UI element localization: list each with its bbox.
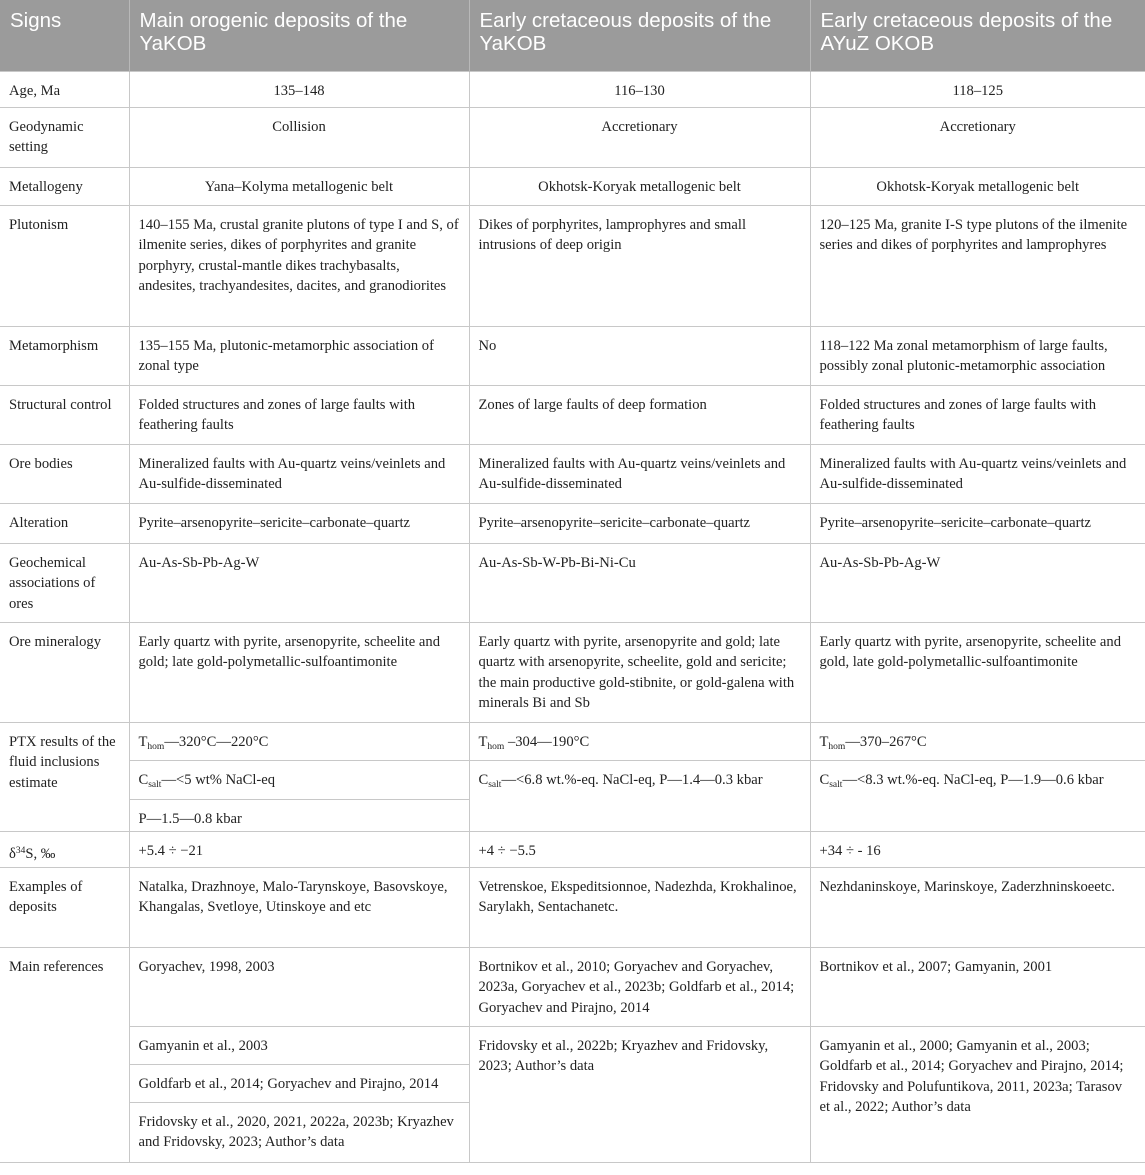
- cell-age-col2: 116–130: [469, 71, 810, 107]
- header-early-cretaceous-yakob: Early cretaceous deposits of the YaKOB: [469, 0, 810, 71]
- header-main-orogenic-yakob: Main orogenic deposits of the YaKOB: [129, 0, 469, 71]
- delta-symbol: δ: [9, 845, 16, 862]
- row-label-structural: Structural control: [0, 385, 129, 444]
- table-row: [0, 503, 1145, 543]
- cell-ore-bodies-col2: Mineralized faults with Au-quartz veins/veinlets and Au-sulfide-disseminated: [469, 444, 810, 503]
- header-early-cretaceous-ayuz-okob: Early cretaceous deposits of the AYuZ OKOB: [810, 0, 1145, 71]
- cell-alteration-col3: Pyrite–arsenopyrite–sericite–carbonate–quartz: [810, 503, 1145, 543]
- isotope-superscript: 34: [15, 845, 26, 856]
- cell-references-col1-a: Goryachev, 1998, 2003: [129, 947, 469, 1026]
- table-row: [0, 1026, 1145, 1064]
- table-row: [0, 326, 1145, 385]
- table-row: [0, 205, 1145, 326]
- t-subscript: hom: [828, 741, 846, 752]
- cell-ptx-temperature-col3: [810, 722, 1145, 760]
- cell-mineralogy-col3: Early quartz with pyrite, arsenopyrite, scheelite and gold, late gold-polymetallic-sulfoantimonite: [810, 622, 1145, 722]
- cell-geodynamic-col3: Accretionary: [810, 107, 1145, 167]
- cell-mineralogy-col2: Early quartz with pyrite, arsenopyrite and gold; late quartz with arsenopyrite, scheelite, gold and sericite; the main productive gold-stibnite, or gold-galena with minerals Bi and Sb: [469, 622, 810, 722]
- cell-metamorphism-col2: No: [469, 326, 810, 385]
- table-row: [0, 107, 1145, 167]
- cell-geochemical-col2: Au-As-Sb-W-Pb-Bi-Ni-Cu: [469, 543, 810, 622]
- cell-ptx-salinity-col3: [810, 760, 1145, 831]
- cell-ptx-temperature-col2: [469, 722, 810, 760]
- c-subscript: salt: [488, 779, 502, 790]
- cell-geochemical-col1: Au-As-Sb-Pb-Ag-W: [129, 543, 469, 622]
- row-label-metamorphism: Metamorphism: [0, 326, 129, 385]
- cell-ptx-salinity-col1: [129, 760, 469, 799]
- ptx-salinity-value: —<6.8 wt.%-eq. NaCl-eq, P—1.4—0.3 kbar: [501, 771, 763, 788]
- cell-ore-bodies-col3: Mineralized faults with Au-quartz veins/veinlets and Au-sulfide-disseminated: [810, 444, 1145, 503]
- cell-geodynamic-col2: Accretionary: [469, 107, 810, 167]
- table-row: [0, 167, 1145, 205]
- table-row: [0, 543, 1145, 622]
- cell-references-col1-c: Goldfarb et al., 2014; Goryachev and Pirajno, 2014: [129, 1064, 469, 1102]
- row-label-metallogeny: Metallogeny: [0, 167, 129, 205]
- cell-geochemical-col3: Au-As-Sb-Pb-Ag-W: [810, 543, 1145, 622]
- cell-examples-col1: Natalka, Drazhnoye, Malo-Tarynskoye, Basovskoye, Khangalas, Svetloye, Utinskoye and etc: [129, 867, 469, 947]
- row-label-plutonism: Plutonism: [0, 205, 129, 326]
- ptx-salinity-value: —<5 wt% NaCl-eq: [161, 771, 276, 788]
- row-label-sulfur-isotope: [0, 831, 129, 867]
- t-subscript: hom: [147, 741, 165, 752]
- table-row: [0, 947, 1145, 1026]
- row-label-references: Main references: [0, 947, 129, 1162]
- cell-ptx-salinity-col2: [469, 760, 810, 831]
- cell-references-col3-b: Gamyanin et al., 2000; Gamyanin et al., 2003; Goldfarb et al., 2014; Goryachev and Pirajno, 2014; Fridovsky and Polufuntikova, 2011, 2023a; Tarasov et al., 2022; Author’s data: [810, 1026, 1145, 1162]
- row-label-geochemical: Geochemical associations of ores: [0, 543, 129, 622]
- cell-references-col1-d: Fridovsky et al., 2020, 2021, 2022a, 2023b; Kryazhev and Fridovsky, 2023; Author’s data: [129, 1102, 469, 1162]
- cell-sulfur-col2: +4 ÷ −5.5: [469, 831, 810, 867]
- cell-alteration-col1: Pyrite–arsenopyrite–sericite–carbonate–quartz: [129, 503, 469, 543]
- header-signs: Signs: [0, 0, 129, 71]
- cell-sulfur-col1: +5.4 ÷ −21: [129, 831, 469, 867]
- cell-references-col2-b: Fridovsky et al., 2022b; Kryazhev and Fridovsky, 2023; Author’s data: [469, 1026, 810, 1162]
- row-label-ore-mineralogy: Ore mineralogy: [0, 622, 129, 722]
- table-row: [0, 760, 1145, 799]
- cell-references-col2-a: Bortnikov et al., 2010; Goryachev and Goryachev, 2023a, Goryachev et al., 2023b; Goldfarb et al., 2014; Goryachev and Pirajno, 2014: [469, 947, 810, 1026]
- c-subscript: salt: [829, 779, 843, 790]
- cell-structural-col3: Folded structures and zones of large faults with feathering faults: [810, 385, 1145, 444]
- cell-metamorphism-col1: 135–155 Ma, plutonic-metamorphic association of zonal type: [129, 326, 469, 385]
- ptx-temperature-value: —370–267°C: [845, 733, 927, 750]
- cell-metallogeny-col3: Okhotsk-Koryak metallogenic belt: [810, 167, 1145, 205]
- cell-metamorphism-col3: 118–122 Ma zonal metamorphism of large faults, possibly zonal plutonic-metamorphic association: [810, 326, 1145, 385]
- cell-ptx-temperature-col1: [129, 722, 469, 760]
- cell-metallogeny-col1: Yana–Kolyma metallogenic belt: [129, 167, 469, 205]
- cell-examples-col3: Nezhdaninskoye, Marinskoye, Zaderzhninskoeetc.: [810, 867, 1145, 947]
- t-symbol: T: [478, 733, 488, 750]
- table-row: [0, 831, 1145, 867]
- row-label-ptx: PTX results of the fluid inclusions estimate: [0, 722, 129, 831]
- cell-plutonism-col3: 120–125 Ma, granite I-S type plutons of the ilmenite series and dikes of porphyrites and lamprophyres: [810, 205, 1145, 326]
- ptx-temperature-value: –304—190°C: [504, 733, 590, 750]
- cell-ptx-pressure-col1: P—1.5—0.8 kbar: [129, 799, 469, 831]
- ptx-temperature-value: —320°C—220°C: [164, 733, 269, 750]
- c-symbol: C: [819, 771, 830, 788]
- c-subscript: salt: [148, 779, 162, 790]
- row-label-ore-bodies: Ore bodies: [0, 444, 129, 503]
- row-label-examples: Examples of deposits: [0, 867, 129, 947]
- cell-structural-col1: Folded structures and zones of large faults with feathering faults: [129, 385, 469, 444]
- cell-geodynamic-col1: Collision: [129, 107, 469, 167]
- cell-plutonism-col1: 140–155 Ma, crustal granite plutons of type I and S, of ilmenite series, dikes of porphyrites and granite porphyry, crustal-mantle dikes trachybasalts, andesites, trachyandesites, dacites, and granodiorites: [129, 205, 469, 326]
- cell-ore-bodies-col1: Mineralized faults with Au-quartz veins/veinlets and Au-sulfide-disseminated: [129, 444, 469, 503]
- ptx-salinity-value: —<8.3 wt.%-eq. NaCl-eq, P—1.9—0.6 kbar: [842, 771, 1104, 788]
- t-subscript: hom: [487, 741, 505, 752]
- cell-sulfur-col3: +34 ÷ - 16: [810, 831, 1145, 867]
- cell-age-col1: 135–148: [129, 71, 469, 107]
- t-symbol: T: [819, 733, 829, 750]
- row-label-age: Age, Ma: [0, 71, 129, 107]
- table-row: [0, 722, 1145, 760]
- table-row: [0, 622, 1145, 722]
- cell-plutonism-col2: Dikes of porphyrites, lamprophyres and small intrusions of deep origin: [469, 205, 810, 326]
- header-row: [0, 0, 1145, 71]
- table-row: [0, 385, 1145, 444]
- row-label-alteration: Alteration: [0, 503, 129, 543]
- cell-examples-col2: Vetrenskoe, Ekspeditsionnoe, Nadezhda, Krokhalinoe, Sarylakh, Sentachanetc.: [469, 867, 810, 947]
- table-row: [0, 444, 1145, 503]
- table-row: [0, 71, 1145, 107]
- c-symbol: C: [478, 771, 489, 788]
- cell-references-col1-b: Gamyanin et al., 2003: [129, 1026, 469, 1064]
- c-symbol: C: [138, 771, 149, 788]
- table-row: [0, 867, 1145, 947]
- cell-age-col3: 118–125: [810, 71, 1145, 107]
- cell-mineralogy-col1: Early quartz with pyrite, arsenopyrite, scheelite and gold; late gold-polymetallic-sulfoantimonite: [129, 622, 469, 722]
- cell-alteration-col2: Pyrite–arsenopyrite–sericite–carbonate–quartz: [469, 503, 810, 543]
- row-label-geodynamic: Geodynamic setting: [0, 107, 129, 167]
- cell-metallogeny-col2: Okhotsk-Koryak metallogenic belt: [469, 167, 810, 205]
- cell-references-col3-a: Bortnikov et al., 2007; Gamyanin, 2001: [810, 947, 1145, 1026]
- sulfur-unit: S, ‰: [25, 845, 56, 862]
- t-symbol: T: [138, 733, 148, 750]
- cell-structural-col2: Zones of large faults of deep formation: [469, 385, 810, 444]
